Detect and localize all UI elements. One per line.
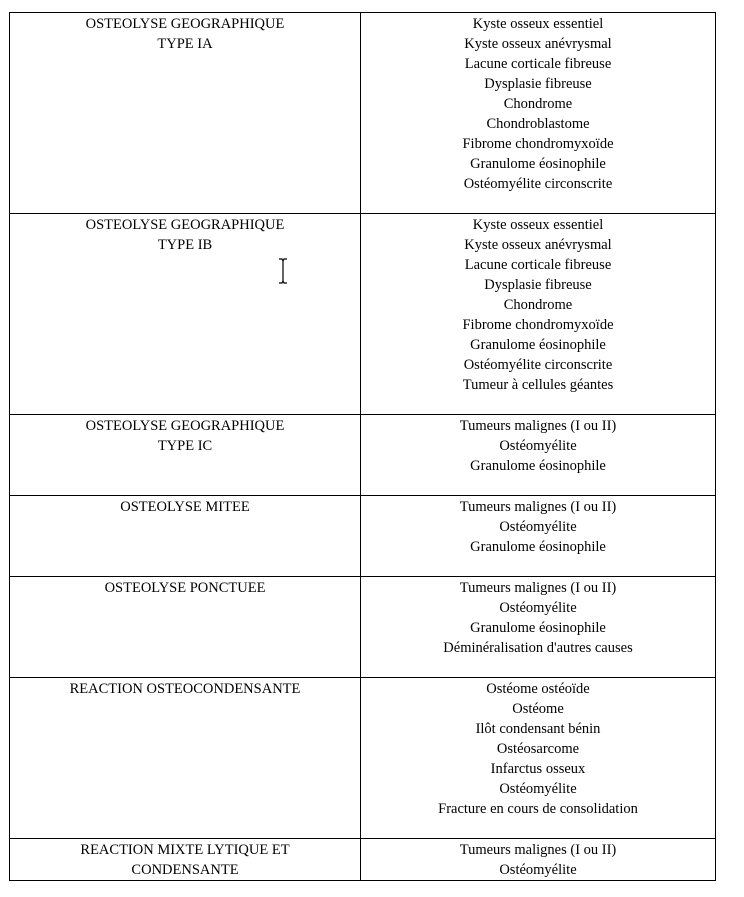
category-label: TYPE IC [157,438,213,454]
diagnosis-item: Chondrome [503,297,573,313]
diagnosis-item: Tumeurs malignes (I ou II) [459,580,617,596]
diagnosis-item: Fibrome chondromyxoïde [462,136,614,152]
diagnosis-item: Tumeurs malignes (I ou II) [459,842,617,858]
text-cursor-icon [278,258,288,284]
category-cell [10,496,361,577]
diagnosis-item: Dysplasie fibreuse [484,277,592,293]
diagnosis-table [9,12,716,881]
category-cell [10,214,361,415]
diagnosis-item: Ostéomyélite [499,600,577,616]
diagnosis-cell [361,496,716,577]
diagnosis-item: Granulome éosinophile [470,539,606,555]
category-label: REACTION MIXTE LYTIQUE ET [80,842,290,858]
diagnosis-item: Ostéome ostéoïde [486,681,590,697]
diagnosis-item: Ostéomyélite circonscrite [463,357,613,373]
diagnosis-item: Chondrome [503,96,573,112]
table-row [10,214,716,415]
category-label: OSTEOLYSE GEOGRAPHIQUE [85,217,285,233]
diagnosis-item: Lacune corticale fibreuse [464,56,612,72]
diagnosis-item: Fracture en cours de consolidation [438,801,638,817]
category-label: OSTEOLYSE PONCTUEE [104,580,266,596]
category-cell [10,678,361,839]
diagnosis-item: Ilôt condensant bénin [475,721,601,737]
diagnosis-item: Tumeurs malignes (I ou II) [459,418,617,434]
diagnosis-item: Ostéomyélite [499,781,577,797]
diagnosis-item: Granulome éosinophile [470,156,606,172]
diagnosis-item: Chondroblastome [486,116,590,132]
diagnosis-item: Kyste osseux essentiel [472,217,604,233]
diagnosis-item: Ostéomyélite [499,519,577,535]
diagnosis-cell [361,577,716,678]
diagnosis-item: Déminéralisation d'autres causes [443,640,633,656]
category-cell [10,415,361,496]
diagnosis-cell [361,214,716,415]
category-label: TYPE IB [157,237,213,253]
category-label: CONDENSANTE [131,862,239,878]
diagnosis-item: Kyste osseux anévrysmal [464,237,612,253]
category-cell [10,13,361,214]
diagnosis-cell [361,678,716,839]
diagnosis-item: Granulome éosinophile [470,620,606,636]
diagnosis-item: Kyste osseux anévrysmal [464,36,612,52]
diagnosis-item: Granulome éosinophile [470,337,606,353]
category-cell [10,577,361,678]
diagnosis-item: Lacune corticale fibreuse [464,257,612,273]
category-label: OSTEOLYSE GEOGRAPHIQUE [85,418,285,434]
diagnosis-item: Ostéosarcome [496,741,580,757]
diagnosis-item: Infarctus osseux [490,761,586,777]
diagnosis-cell [361,839,716,881]
category-label: REACTION OSTEOCONDENSANTE [69,681,301,697]
table-row [10,496,716,577]
table-row [10,415,716,496]
category-label: OSTEOLYSE GEOGRAPHIQUE [85,16,285,32]
diagnosis-item: Ostéome [512,701,564,717]
diagnosis-item: Dysplasie fibreuse [484,76,592,92]
table-row [10,577,716,678]
diagnosis-cell [361,13,716,214]
diagnosis-item: Fibrome chondromyxoïde [462,317,614,333]
category-label: OSTEOLYSE MITEE [120,499,250,515]
diagnosis-item: Ostéomyélite [499,438,577,454]
diagnosis-item: Tumeur à cellules géantes [462,377,614,393]
category-label: TYPE IA [157,36,213,52]
diagnosis-item: Ostéomyélite [499,862,577,878]
diagnosis-item: Tumeurs malignes (I ou II) [459,499,617,515]
diagnosis-cell [361,415,716,496]
table-row [10,839,716,881]
diagnosis-item: Kyste osseux essentiel [472,16,604,32]
category-cell [10,839,361,881]
diagnosis-item: Ostéomyélite circonscrite [463,176,613,192]
table-row [10,678,716,839]
diagnosis-item: Granulome éosinophile [470,458,606,474]
table-row [10,13,716,214]
